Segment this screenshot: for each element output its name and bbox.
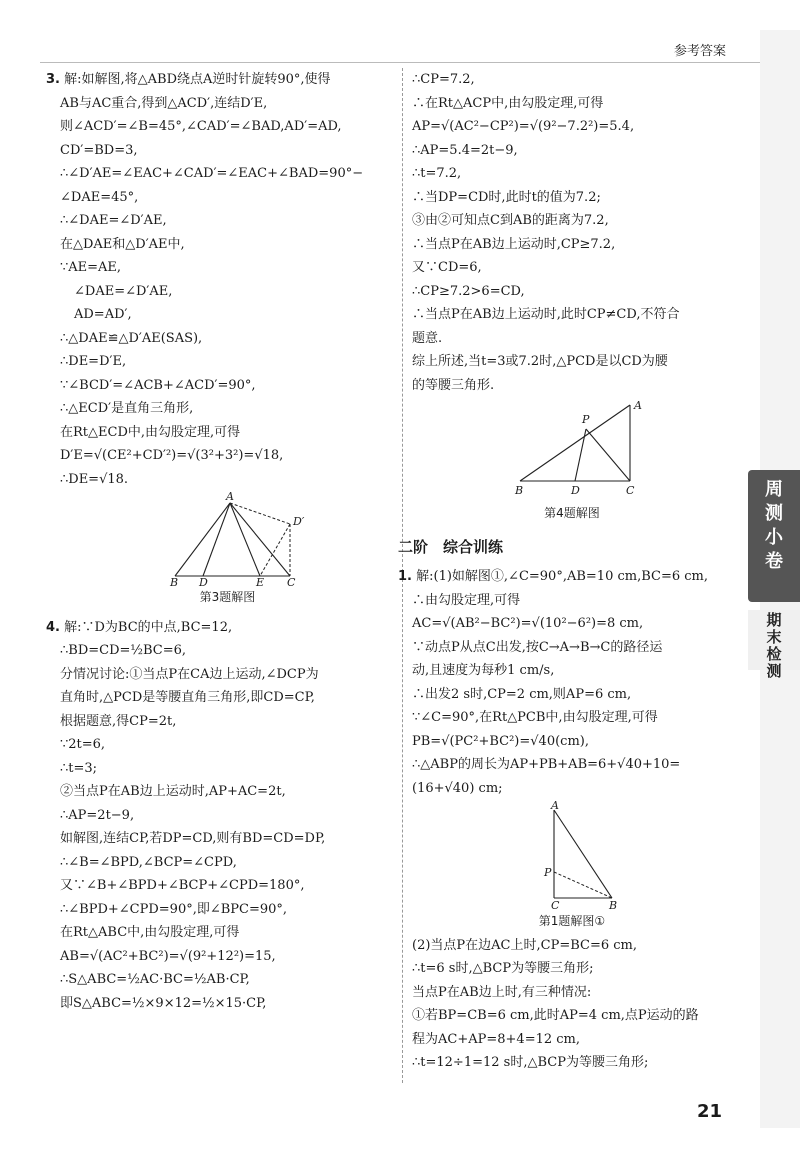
solution-line: AB与AC重合,得到△ACD′,连结D′E,	[60, 95, 268, 111]
header-label: 参考答案	[673, 44, 726, 59]
solution-line: ∴△DAE≌△D′AE(SAS),	[60, 330, 203, 346]
side-tab-label: 周测小卷	[765, 479, 783, 572]
fig1-label-A: A	[551, 800, 559, 812]
fig4-label-C: C	[626, 484, 635, 497]
side-tab-weekly-quiz[interactable]	[748, 470, 800, 602]
left-column	[46, 68, 395, 1015]
solution-line: ∴t=3;	[60, 760, 98, 776]
solution-line: ∴出发2 s时,CP=2 cm,则AP=6 cm,	[412, 686, 632, 702]
figure-4-diagram	[412, 397, 732, 502]
solution-line: 程为AC+AP=8+4=12 cm,	[412, 1031, 580, 1047]
solution-line: 分情况讨论:①当点P在CA边上运动,∠DCP为	[60, 666, 319, 682]
question-number: 4.	[46, 619, 60, 635]
question-1	[398, 565, 732, 1075]
solution-line: (16+√40) cm;	[412, 780, 503, 796]
solution-line: ∴由勾股定理,可得	[412, 592, 521, 608]
question-number: 3.	[46, 72, 60, 87]
solution-line: 又∵∠B+∠BPD+∠BCP+∠CPD=180°,	[60, 878, 305, 893]
solution-line: ∴当DP=CD时,此时t的值为7.2;	[412, 189, 601, 205]
solution-line: 综上所述,当t=3或7.2时,△PCD是以CD为腰	[412, 354, 668, 369]
fig4-label-A: A	[634, 399, 642, 412]
solution-line: ∴CP≥7.2>6=CD,	[412, 283, 525, 299]
solution-line: ∵∠BCD′=∠ACB+∠ACD′=90°,	[60, 377, 256, 393]
solution-line: 解:如解图,将△ABD绕点A逆时针旋转90°,使得	[64, 72, 331, 87]
side-tab-label: 期末检测	[766, 611, 782, 680]
solution-line: ∴t=12÷1=12 s时,△BCP为等腰三角形;	[412, 1055, 649, 1070]
question-3	[46, 68, 395, 610]
figure-3-caption: 第3题解图	[199, 590, 256, 604]
side-tab-final-exam[interactable]	[748, 610, 800, 680]
solution-line: ∵AE=AE,	[60, 260, 122, 275]
solution-line: ∴在Rt△ACP中,由勾股定理,可得	[412, 95, 604, 111]
solution-line: ∴△ECD′是直角三角形,	[60, 401, 194, 416]
solution-line: 根据题意,得CP=2t,	[60, 713, 177, 729]
solution-line: 的等腰三角形.	[412, 377, 495, 393]
solution-line: 解:∵D为BC的中点,BC=12,	[64, 619, 233, 635]
solution-line: ∠DAE=∠D′AE,	[74, 283, 173, 299]
solution-line: ∴AP=2t−9,	[60, 807, 135, 823]
figure-4-caption: 第4题解图	[544, 506, 600, 520]
solution-line: 又∵CD=6,	[412, 260, 482, 275]
section-title: 二阶 综合训练	[398, 537, 504, 556]
solution-line: AD=AD′,	[74, 307, 132, 322]
solution-line: ∴∠D′AE=∠EAC+∠CAD′=∠EAC+∠BAD=90°−	[60, 166, 364, 181]
figure-1-caption: 第1题解图①	[538, 914, 606, 928]
figure-1-diagram	[412, 800, 732, 910]
solution-line: ∴DE=D′E,	[60, 354, 127, 369]
solution-line: ②当点P在AB边上运动时,AP+AC=2t,	[60, 784, 286, 799]
solution-line: 当点P在AB边上时,有三种情况:	[412, 984, 592, 1000]
solution-line: 在Rt△ABC中,由勾股定理,可得	[60, 925, 240, 940]
solution-line: ∴AP=5.4=2t−9,	[412, 142, 518, 158]
solution-line: ∴DE=√18.	[60, 471, 129, 487]
fig4-label-P: P	[582, 413, 590, 426]
fig4-label-D: D	[571, 484, 580, 497]
solution-line: ∠DAE=45°,	[60, 189, 139, 205]
solution-line: AC=√(AB²−BC²)=√(10²−6²)=8 cm,	[412, 616, 644, 631]
solution-line: ∵动点P从点C出发,按C→A→B→C的路径运	[412, 639, 663, 655]
fig1-label-P: P	[544, 866, 552, 879]
solution-line: 如解图,连结CP,若DP=CD,则有BD=CD=DP,	[60, 831, 326, 846]
solution-line: ∵∠C=90°,在Rt△PCB中,由勾股定理,可得	[412, 710, 658, 725]
solution-line: ∴CP=7.2,	[412, 72, 475, 87]
fig3-label-D: D	[199, 576, 208, 586]
solution-line: ∴t=7.2,	[412, 166, 462, 181]
solution-line: ③由②可知点C到AB的距离为7.2,	[412, 213, 609, 228]
solution-line: AB=√(AC²+BC²)=√(9²+12²)=15,	[60, 948, 276, 964]
solution-line: ∴∠B=∠BPD,∠BCP=∠CPD,	[60, 854, 237, 870]
solution-line: ∴∠DAE=∠D′AE,	[60, 213, 167, 228]
solution-line: 直角时,△PCD是等腰直角三角形,即CD=CP,	[60, 690, 315, 705]
solution-line: ∵2t=6,	[60, 737, 106, 752]
header-rule	[40, 62, 760, 63]
fig3-label-E: E	[256, 576, 265, 586]
fig3-label-D-prime: D′	[293, 515, 305, 528]
solution-line: ∴当点P在AB边上运动时,CP≥7.2,	[412, 236, 616, 252]
solution-line: 动,且速度为每秒1 cm/s,	[412, 663, 555, 678]
solution-line: PB=√(PC²+BC²)=√40(cm),	[412, 733, 589, 749]
solution-line: ①若BP=CB=6 cm,此时AP=4 cm,点P运动的路	[412, 1008, 699, 1023]
solution-line: 解:(1)如解图①,∠C=90°,AB=10 cm,BC=6 cm,	[416, 569, 708, 584]
question-4-continued	[412, 68, 732, 526]
fig4-label-B: B	[515, 484, 524, 497]
fig1-label-B: B	[609, 899, 618, 910]
solution-line: 即S△ABC=½×9×12=½×15·CP,	[60, 995, 267, 1011]
fig3-label-A: A	[226, 491, 234, 503]
question-4	[46, 616, 395, 1016]
solution-line: ∴△ABP的周长为AP+PB+AB=6+√40+10=	[412, 757, 681, 772]
fig1-label-C: C	[551, 899, 560, 910]
solution-line: ∴当点P在AB边上运动时,此时CP≠CD,不符合	[412, 307, 680, 322]
solution-line: ∴BD=CD=½BC=6,	[60, 643, 187, 658]
page-number: 21	[696, 1101, 722, 1122]
figure-3-diagram	[60, 491, 395, 586]
solution-line: ∴∠BPD+∠CPD=90°,即∠BPC=90°,	[60, 901, 288, 917]
solution-line: 在△DAE和△D′AE中,	[60, 236, 185, 252]
right-column	[398, 68, 732, 1075]
fig3-label-C: C	[287, 576, 296, 586]
solution-line: CD′=BD=3,	[60, 142, 138, 158]
solution-line: D′E=√(CE²+CD′²)=√(3²+3²)=√18,	[60, 448, 284, 463]
question-number: 1.	[398, 569, 412, 584]
solution-line: 题意.	[412, 330, 443, 346]
solution-line: (2)当点P在边AC上时,CP=BC=6 cm,	[412, 937, 637, 953]
solution-line: 在Rt△ECD中,由勾股定理,可得	[60, 424, 241, 440]
solution-line: ∴S△ABC=½AC·BC=½AB·CP,	[60, 972, 250, 987]
solution-line: ∴t=6 s时,△BCP为等腰三角形;	[412, 961, 594, 976]
solution-line: 则∠ACD′=∠B=45°,∠CAD′=∠BAD,AD′=AD,	[60, 119, 342, 134]
fig3-label-B: B	[170, 576, 179, 586]
solution-line: AP=√(AC²−CP²)=√(9²−7.2²)=5.4,	[412, 119, 635, 134]
